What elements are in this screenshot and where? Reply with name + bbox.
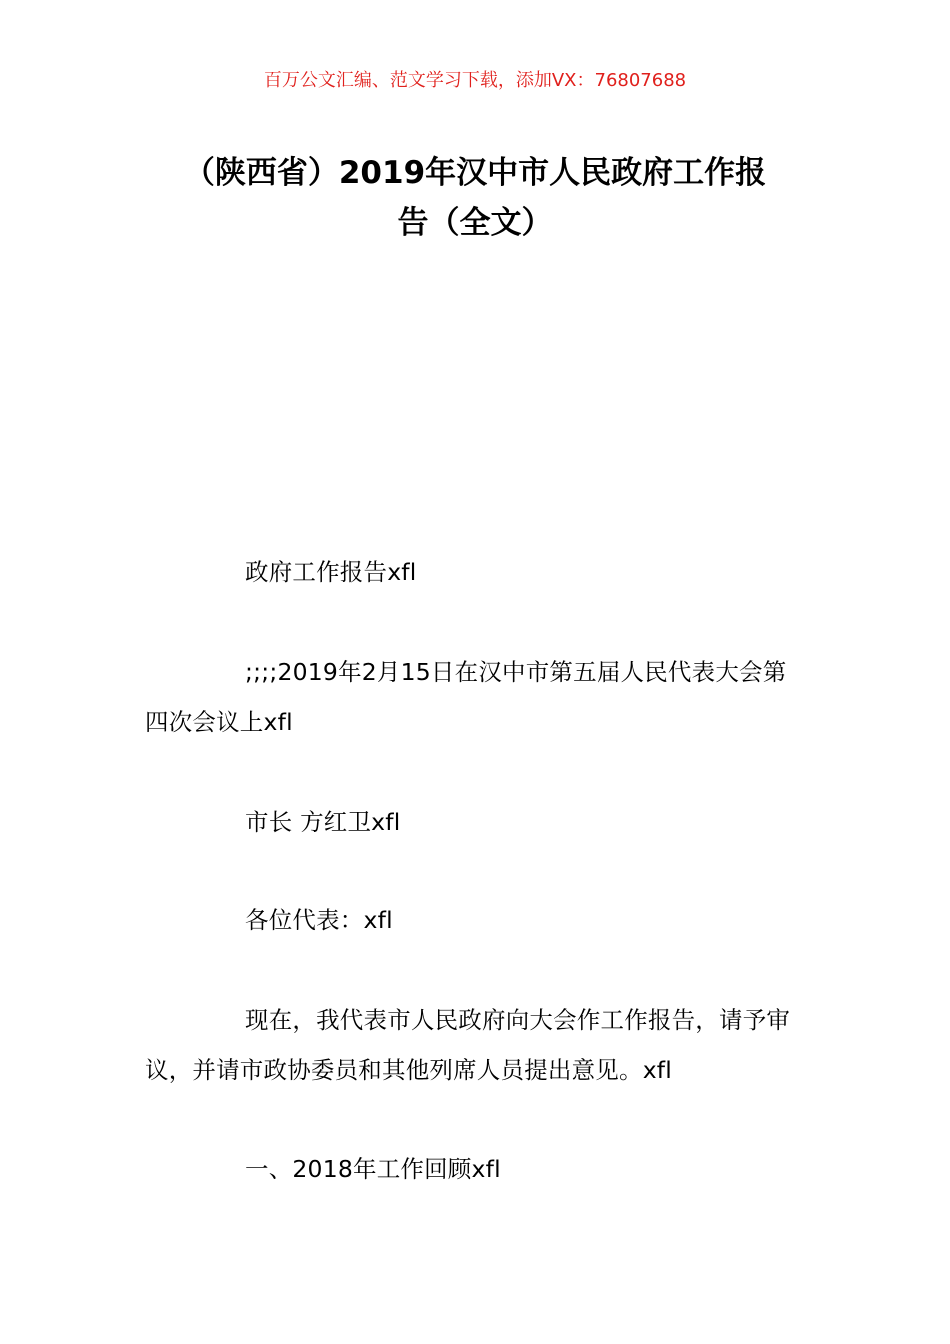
title-line-2: 告（全文） [397,205,553,241]
title-line-1: （陕西省）2019年汉中市人民政府工作报 [183,155,767,191]
paragraph-report-label: 政府工作报告xfl [245,558,417,586]
header-promo-note: 百万公文汇编、范文学习下载，添加VX：76807688 [263,70,687,91]
paragraph-salutation: 各位代表：xfl [245,906,393,934]
section-heading-2018-review: 一、2018年工作回顾xfl [245,1155,501,1183]
paragraph-intro: 现在，我代表市人民政府向大会作工作报告，请予审议，并请市政协委员和其他列席人员提出意见。xfl [145,1006,791,1084]
paragraph-mayor: 市长 方红卫xfl [245,808,401,836]
document-title [142,148,808,248]
paragraph-meeting-info: ;;;;2019年2月15日在汉中市第五届人民代表大会第四次会议上xfl [145,658,787,736]
